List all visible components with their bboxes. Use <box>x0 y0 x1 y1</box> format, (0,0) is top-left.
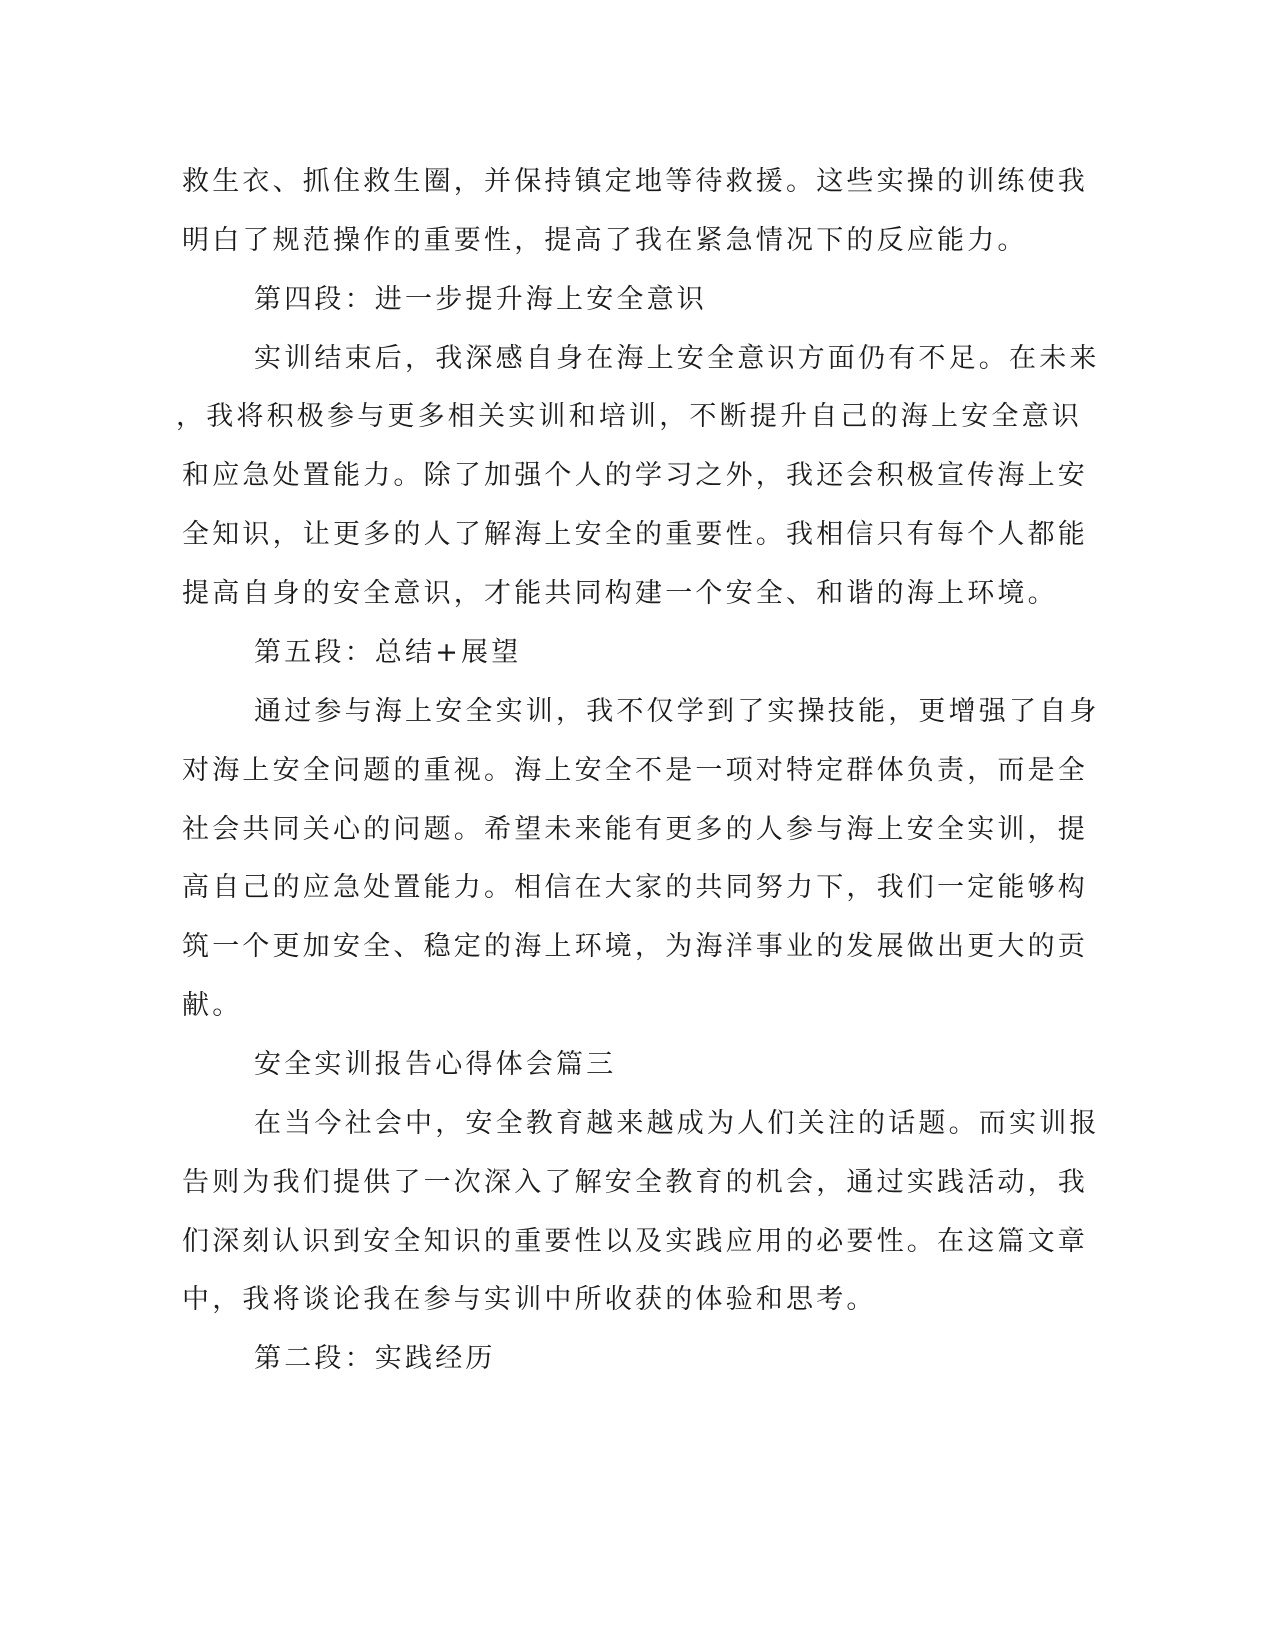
section-heading: 第五段：总结+展望 <box>254 637 522 668</box>
body-text-line: 救生衣、抓住救生圈，并保持镇定地等待救援。这些实操的训练使我 <box>182 166 1088 197</box>
body-text-line: 提高自身的安全意识，才能共同构建一个安全、和谐的海上环境。 <box>182 578 1058 609</box>
body-text-line: 全知识，让更多的人了解海上安全的重要性。我相信只有每个人都能 <box>182 519 1088 550</box>
body-text-line: 实训结束后，我深感自身在海上安全意识方面仍有不足。在未来 <box>254 343 1100 374</box>
body-text-line: 社会共同关心的问题。希望未来能有更多的人参与海上安全实训，提 <box>182 814 1088 845</box>
body-text-line: 通过参与海上安全实训，我不仅学到了实操技能，更增强了自身 <box>254 696 1100 727</box>
body-text-line: ，我将积极参与更多相关实训和培训，不断提升自己的海上安全意识 <box>176 401 1082 432</box>
body-text-line: 筑一个更加安全、稳定的海上环境，为海洋事业的发展做出更大的贡 <box>182 931 1088 962</box>
body-text-line: 献。 <box>182 990 243 1021</box>
section-heading: 第四段：进一步提升海上安全意识 <box>254 284 707 315</box>
body-text-line: 中，我将谈论我在参与实训中所收获的体验和思考。 <box>182 1284 877 1315</box>
body-text-line: 对海上安全问题的重视。海上安全不是一项对特定群体负责，而是全 <box>182 755 1088 786</box>
body-text-line: 高自己的应急处置能力。相信在大家的共同努力下，我们一定能够构 <box>182 872 1088 903</box>
body-text-line: 们深刻认识到安全知识的重要性以及实践应用的必要性。在这篇文章 <box>182 1226 1088 1257</box>
body-text-line: 明白了规范操作的重要性，提高了我在紧急情况下的反应能力。 <box>182 225 1028 256</box>
article-title: 安全实训报告心得体会篇三 <box>254 1049 617 1080</box>
body-text-line: 和应急处置能力。除了加强个人的学习之外，我还会积极宣传海上安 <box>182 460 1088 491</box>
body-text-line: 告则为我们提供了一次深入了解安全教育的机会，通过实践活动，我 <box>182 1167 1088 1198</box>
section-heading: 第二段：实践经历 <box>254 1343 496 1374</box>
body-text-line: 在当今社会中，安全教育越来越成为人们关注的话题。而实训报 <box>254 1108 1100 1139</box>
